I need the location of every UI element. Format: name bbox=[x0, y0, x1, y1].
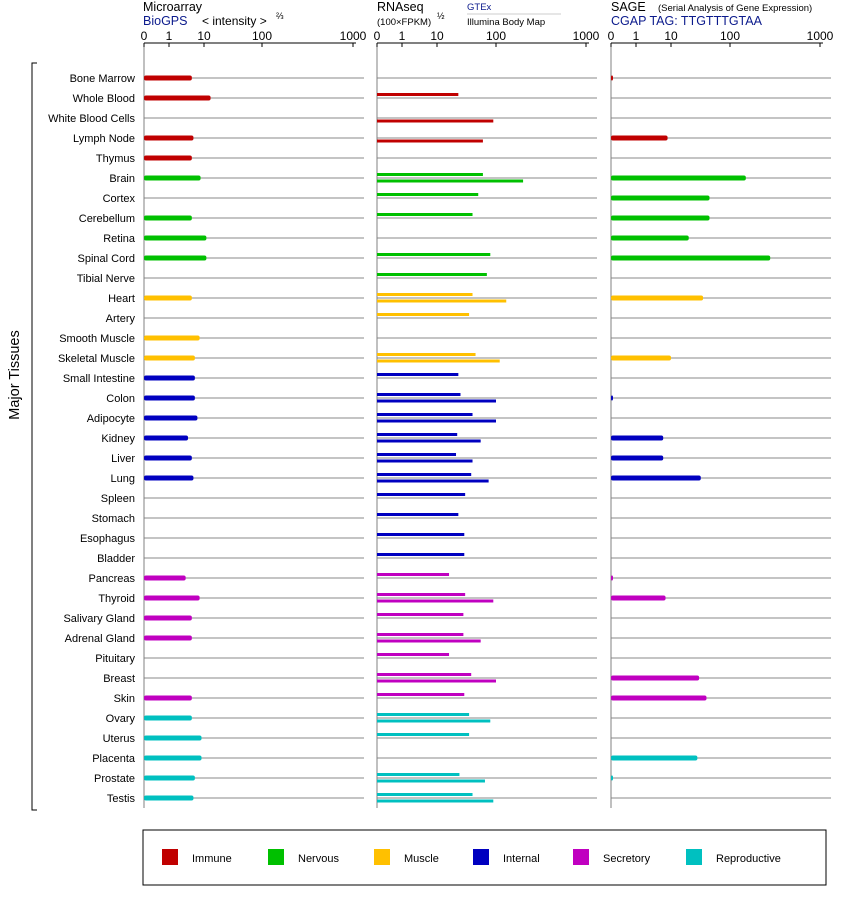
legend-item-muscle bbox=[374, 849, 439, 865]
tissue-label: Thyroid bbox=[98, 593, 135, 605]
tissue-label: Lung bbox=[110, 473, 135, 485]
legend-swatch bbox=[374, 849, 390, 865]
rnaseq-gtex-bar bbox=[377, 793, 473, 796]
sage-bar bbox=[611, 576, 613, 581]
sage-bar bbox=[611, 776, 613, 781]
sage-tick-label: 1 bbox=[632, 29, 640, 43]
tissue-label: Bone Marrow bbox=[69, 73, 135, 85]
microarray-bar bbox=[144, 356, 195, 361]
tissue-label: Adipocyte bbox=[86, 413, 135, 425]
tissue-label: Cerebellum bbox=[78, 213, 135, 225]
sage-bar bbox=[611, 676, 699, 681]
rnaseq-ibm-bar bbox=[377, 680, 496, 683]
tissue-label: Colon bbox=[106, 393, 135, 405]
tissue-label: Skeletal Muscle bbox=[57, 353, 135, 365]
microarray-tick-label: 1000 bbox=[339, 29, 367, 43]
microarray-bar bbox=[144, 176, 201, 181]
rnaseq-gtex-bar bbox=[377, 713, 469, 716]
legend-label: Immune bbox=[192, 853, 232, 865]
sage-bar bbox=[611, 756, 697, 761]
rnaseq-gtex-bar bbox=[377, 693, 464, 696]
legend-label: Nervous bbox=[298, 853, 339, 865]
rnaseq-source-gtex: GTEx bbox=[467, 2, 492, 13]
tissue-label: Stomach bbox=[91, 513, 135, 525]
microarray-bar bbox=[144, 596, 200, 601]
rnaseq-title: RNAseq bbox=[377, 0, 424, 14]
microarray-bar bbox=[144, 96, 211, 101]
sage-bar bbox=[611, 256, 770, 261]
tissue-label: Tibial Nerve bbox=[76, 273, 135, 285]
microarray-bar bbox=[144, 396, 195, 401]
rnaseq-ibm-bar bbox=[377, 120, 493, 123]
rnaseq-gtex-bar bbox=[377, 213, 473, 216]
rnaseq-gtex-bar bbox=[377, 373, 458, 376]
microarray-bar bbox=[144, 756, 202, 761]
rnaseq-gtex-bar bbox=[377, 513, 458, 516]
sage-bar bbox=[611, 596, 666, 601]
tissue-label: Heart bbox=[108, 293, 135, 305]
rnaseq-gtex-bar bbox=[377, 553, 464, 556]
legend-swatch bbox=[473, 849, 489, 865]
rnaseq-ibm-bar bbox=[377, 640, 481, 643]
rnaseq-ibm-bar bbox=[377, 180, 523, 183]
rnaseq-gtex-bar bbox=[377, 533, 464, 536]
microarray-bar bbox=[144, 236, 206, 241]
tissue-label: Placenta bbox=[92, 753, 135, 765]
rnaseq-ibm-bar bbox=[377, 140, 483, 143]
microarray-tick-label: 10 bbox=[197, 29, 211, 43]
rnaseq-ibm-bar bbox=[377, 300, 506, 303]
microarray-bar bbox=[144, 256, 206, 261]
tissue-label: Pancreas bbox=[88, 573, 135, 585]
rnaseq-gtex-bar bbox=[377, 273, 487, 276]
legend-item-nervous bbox=[268, 849, 339, 865]
row-gridlines bbox=[144, 78, 831, 798]
rnaseq-tick-label: 0 bbox=[373, 29, 381, 43]
legend-item-reproductive bbox=[686, 849, 781, 865]
rnaseq-gtex-bar bbox=[377, 653, 449, 656]
tissue-label: White Blood Cells bbox=[48, 113, 135, 125]
rnaseq-source-ibm: Illumina Body Map bbox=[467, 17, 546, 28]
legend-label: Secretory bbox=[603, 853, 651, 865]
microarray-bar bbox=[144, 416, 197, 421]
sage-bar bbox=[611, 176, 746, 181]
tissue-label: Artery bbox=[105, 313, 135, 325]
sage-tick-label: 10 bbox=[664, 29, 678, 43]
rnaseq-gtex-bar bbox=[377, 773, 459, 776]
expression-bars bbox=[144, 76, 770, 803]
rnaseq-ibm-bar bbox=[377, 440, 481, 443]
microarray-bar bbox=[144, 136, 193, 141]
tissue-label: Retina bbox=[103, 233, 135, 245]
microarray-bar bbox=[144, 576, 186, 581]
tissue-label: Brain bbox=[109, 173, 135, 185]
legend-item-immune bbox=[162, 849, 232, 865]
microarray-source: BioGPS bbox=[143, 14, 188, 28]
sage-bar bbox=[611, 216, 710, 221]
legend-item-secretory bbox=[573, 849, 651, 865]
tissue-label: Skin bbox=[113, 693, 135, 705]
rnaseq-ibm-bar bbox=[377, 400, 496, 403]
microarray-bar bbox=[144, 336, 200, 341]
rnaseq-ibm-bar bbox=[377, 420, 496, 423]
rnaseq-ibm-bar bbox=[377, 720, 490, 723]
rnaseq-tick-label: 100 bbox=[485, 29, 507, 43]
sage-bar bbox=[611, 236, 689, 241]
microarray-bar bbox=[144, 716, 192, 721]
rnaseq-tick-label: 1 bbox=[398, 29, 406, 43]
legend-swatch bbox=[686, 849, 702, 865]
tissue-label: Small Intestine bbox=[62, 373, 135, 385]
rnaseq-gtex-bar bbox=[377, 613, 463, 616]
rnaseq-gtex-bar bbox=[377, 473, 471, 476]
tissue-label: Ovary bbox=[105, 713, 135, 725]
tissue-label: Thymus bbox=[95, 153, 135, 165]
microarray-bar bbox=[144, 296, 192, 301]
rnaseq-tick-label: 1000 bbox=[572, 29, 600, 43]
rnaseq-gtex-bar bbox=[377, 393, 460, 396]
tissue-label: Smooth Muscle bbox=[59, 333, 135, 345]
microarray-bar bbox=[144, 616, 192, 621]
rnaseq-note: (100×FPKM) bbox=[377, 17, 432, 28]
microarray-bar bbox=[144, 436, 188, 441]
sage-header bbox=[611, 0, 812, 28]
rnaseq-ibm-bar bbox=[377, 480, 489, 483]
tissue-label: Adrenal Gland bbox=[64, 633, 135, 645]
rnaseq-ibm-bar bbox=[377, 780, 485, 783]
sage-subtitle: (Serial Analysis of Gene Expression) bbox=[658, 3, 813, 14]
rnaseq-gtex-bar bbox=[377, 413, 473, 416]
sage-title: SAGE bbox=[611, 0, 646, 14]
microarray-bar bbox=[144, 636, 192, 641]
sage-bar bbox=[611, 436, 663, 441]
rnaseq-gtex-bar bbox=[377, 673, 471, 676]
rnaseq-ibm-bar bbox=[377, 600, 493, 603]
microarray-title: Microarray bbox=[143, 0, 203, 14]
tissue-label: Cortex bbox=[102, 193, 135, 205]
tissue-label: Liver bbox=[111, 453, 135, 465]
legend-label: Reproductive bbox=[716, 853, 781, 865]
rnaseq-note-sup: ½ bbox=[437, 11, 445, 21]
legend-swatch bbox=[268, 849, 284, 865]
microarray-bar bbox=[144, 776, 195, 781]
rnaseq-gtex-bar bbox=[377, 493, 465, 496]
microarray-bar bbox=[144, 76, 192, 81]
legend-swatch bbox=[573, 849, 589, 865]
rnaseq-gtex-bar bbox=[377, 733, 469, 736]
rnaseq-ibm-bar bbox=[377, 800, 493, 803]
rnaseq-gtex-bar bbox=[377, 573, 449, 576]
tissue-label: Whole Blood bbox=[72, 93, 135, 105]
sage-bar bbox=[611, 356, 671, 361]
rnaseq-gtex-bar bbox=[377, 433, 457, 436]
microarray-tick-label: 0 bbox=[140, 29, 148, 43]
sage-bar bbox=[611, 76, 613, 81]
tissue-label: Spleen bbox=[100, 493, 135, 505]
microarray-bar bbox=[144, 696, 192, 701]
tissue-label: Bladder bbox=[97, 553, 135, 565]
rnaseq-gtex-bar bbox=[377, 193, 478, 196]
microarray-tick-label: 1 bbox=[165, 29, 173, 43]
rnaseq-gtex-bar bbox=[377, 633, 463, 636]
rnaseq-ibm-bar bbox=[377, 360, 500, 363]
sage-tick-label: 100 bbox=[719, 29, 741, 43]
microarray-bar bbox=[144, 376, 195, 381]
rnaseq-gtex-bar bbox=[377, 313, 469, 316]
sage-bar bbox=[611, 196, 710, 201]
tissue-label: Kidney bbox=[101, 433, 135, 445]
y-axis-label: Major Tissues bbox=[7, 330, 23, 420]
microarray-note-sup: ⅔ bbox=[276, 11, 284, 21]
rnaseq-gtex-bar bbox=[377, 453, 456, 456]
tissue-label: Salivary Gland bbox=[63, 613, 135, 625]
microarray-bar bbox=[144, 476, 193, 481]
sage-bar bbox=[611, 296, 703, 301]
sage-bar bbox=[611, 456, 663, 461]
rnaseq-header bbox=[377, 0, 561, 28]
tissue-label: Pituitary bbox=[95, 653, 135, 665]
sage-bar bbox=[611, 136, 668, 141]
tissue-label: Uterus bbox=[102, 733, 135, 745]
legend-swatch bbox=[162, 849, 178, 865]
microarray-header bbox=[143, 0, 284, 28]
rnaseq-gtex-bar bbox=[377, 253, 490, 256]
tissue-labels bbox=[48, 73, 136, 805]
rnaseq-gtex-bar bbox=[377, 593, 465, 596]
tissue-bracket bbox=[32, 63, 37, 810]
microarray-bar bbox=[144, 456, 192, 461]
sage-tick-label: 1000 bbox=[806, 29, 834, 43]
sage-tick-label: 0 bbox=[607, 29, 615, 43]
rnaseq-tick-label: 10 bbox=[430, 29, 444, 43]
tissue-label: Testis bbox=[106, 793, 135, 805]
rnaseq-gtex-bar bbox=[377, 93, 458, 96]
tissue-label: Lymph Node bbox=[73, 133, 135, 145]
sage-bar bbox=[611, 396, 613, 401]
tissue-label: Prostate bbox=[94, 773, 135, 785]
microarray-tick-label: 100 bbox=[251, 29, 273, 43]
microarray-bar bbox=[144, 156, 192, 161]
rnaseq-gtex-bar bbox=[377, 353, 476, 356]
legend-label: Internal bbox=[503, 853, 540, 865]
rnaseq-ibm-bar bbox=[377, 460, 473, 463]
rnaseq-gtex-bar bbox=[377, 173, 483, 176]
microarray-bar bbox=[144, 796, 193, 801]
legend-item-internal bbox=[473, 849, 540, 865]
rnaseq-gtex-bar bbox=[377, 293, 473, 296]
microarray-note: < intensity > bbox=[202, 14, 267, 28]
microarray-bar bbox=[144, 216, 192, 221]
tissue-label: Breast bbox=[103, 673, 135, 685]
tissue-label: Esophagus bbox=[79, 533, 135, 545]
tissue-label: Spinal Cord bbox=[77, 253, 135, 265]
sage-tag: CGAP TAG: TTGTTTGTAA bbox=[611, 14, 762, 28]
sage-bar bbox=[611, 476, 701, 481]
legend-label: Muscle bbox=[404, 853, 439, 865]
microarray-bar bbox=[144, 736, 202, 741]
legend bbox=[162, 849, 781, 865]
sage-bar bbox=[611, 696, 707, 701]
